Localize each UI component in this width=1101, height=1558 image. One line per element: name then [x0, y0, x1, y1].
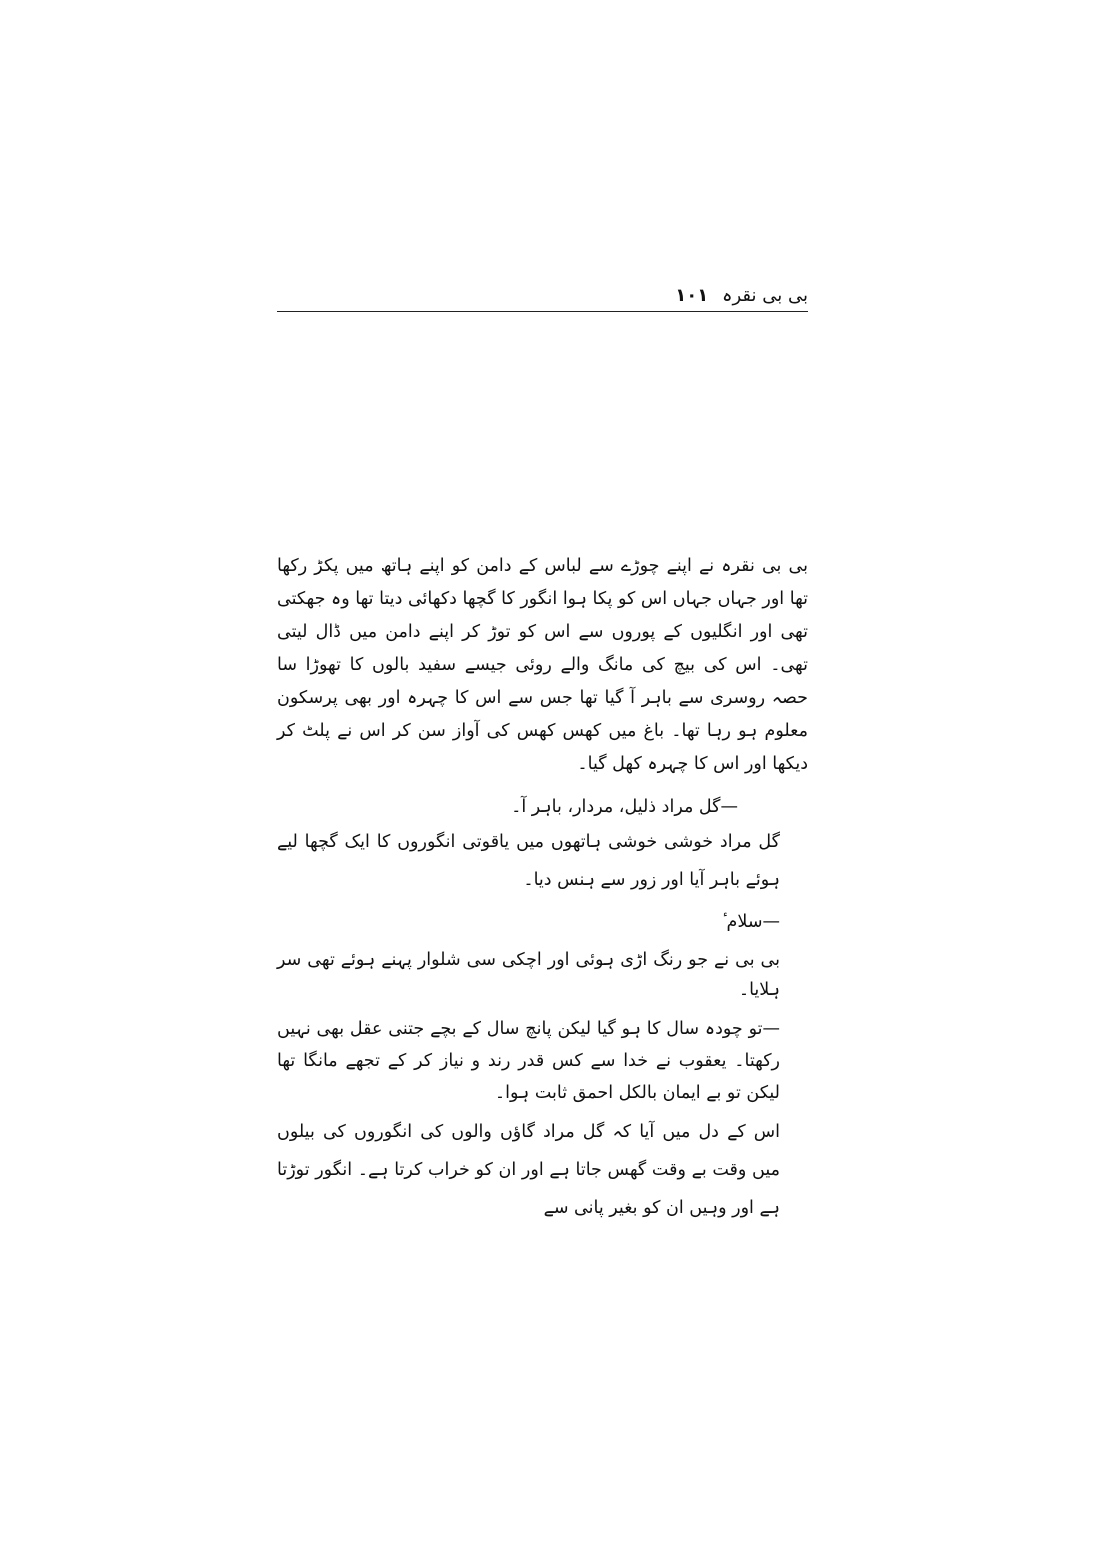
- body-text: [277, 550, 808, 1227]
- book-title: بی بی نقرہ: [721, 285, 808, 306]
- header-divider: [277, 311, 808, 312]
- dialogue-line: —سلام ٔ: [720, 912, 780, 932]
- paragraph: بی بی نے جو رنگ اڑی ہوئی اور اچکی سی شلوار پہنے ہوئے تھی سر ہلایا۔: [277, 950, 780, 1000]
- running-header: [277, 283, 808, 309]
- dialogue-line: —تو چودہ سال کا ہو گیا لیکن پانچ سال کے بچے جتنی عقل بھی نہیں رکھتا۔ یعقوب نے خدا سے کس قدر رند و نیاز کر کے تجھے مانگا تھا لیکن تو بے ایمان بالکل احمق ثابت ہوا۔: [277, 1019, 780, 1103]
- page-number: ۱۰۱: [675, 285, 709, 306]
- dialogue-line: —گل مراد ذلیل، مردار، باہر آ۔: [511, 797, 738, 817]
- paragraph: بی بی نقرہ نے اپنے چوڑے سے لباس کے دامن کو اپنے ہاتھ میں پکڑ رکھا تھا اور جہاں جہاں اس کو پکا ہوا انگور کا گچھا دکھائی دیتا تھا وہ جھکتی تھی اور انگلیوں کے پوروں سے اس کو توڑ کر اپنے دامن میں ڈال لیتی تھی۔ اس کی بیچ کی مانگ والے روئی جیسے سفید بالوں کا تھوڑا سا حصہ روسری سے باہر آ گیا تھا جس سے اس کا چہرہ اور بھی پرسکون معلوم ہو رہا تھا۔ باغ میں کھس کھس کی آواز سن کر اس نے پلٹ کر دیکھا اور اس کا چہرہ کھل گیا۔: [277, 556, 808, 774]
- paragraph: گل مراد خوشی خوشی ہاتھوں میں یاقوتی انگوروں کا ایک گچھا لیے ہوئے باہر آیا اور زور سے ہنس دیا۔: [277, 832, 780, 890]
- paragraph: اس کے دل میں آیا کہ گل مراد گاؤں والوں کی انگوروں کی بیلوں میں وقت بے وقت گھس جاتا ہے اور ان کو خراب کرتا ہے۔ انگور توڑتا ہے اور وہیں ان کو بغیر پانی سے: [277, 1122, 780, 1218]
